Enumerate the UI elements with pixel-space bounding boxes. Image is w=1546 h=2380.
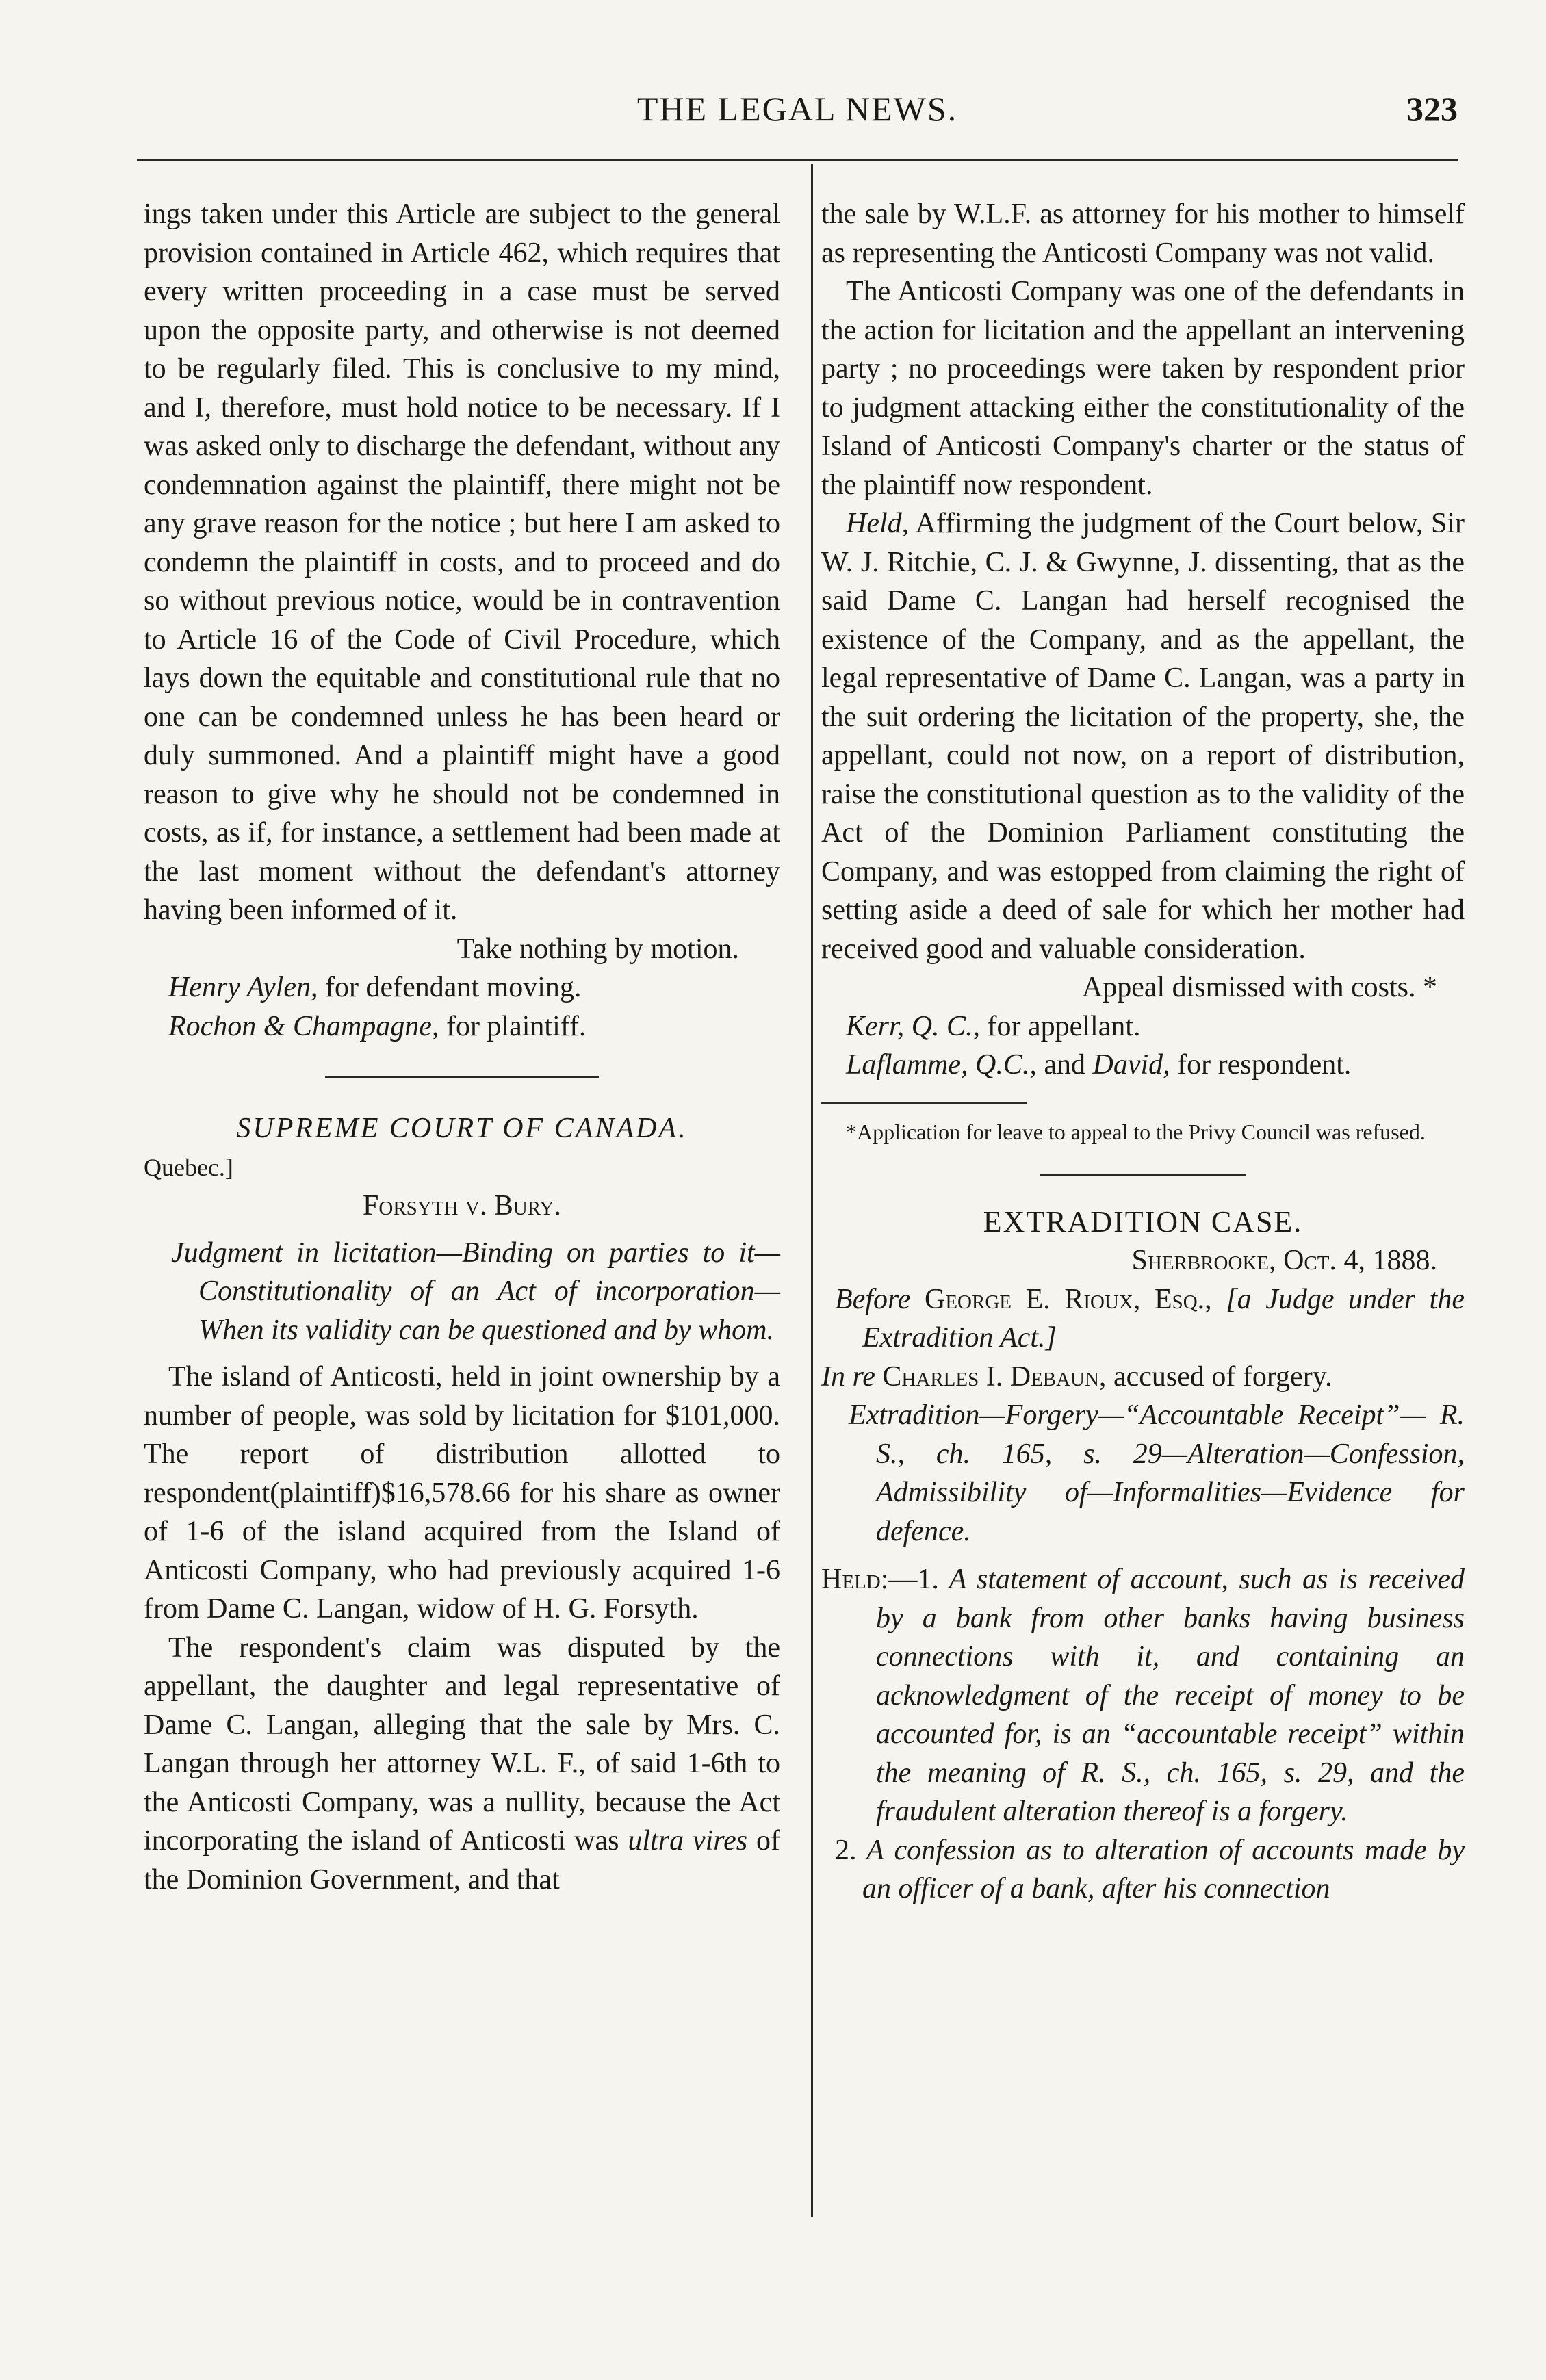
before-line — [821, 1280, 1465, 1358]
header-rule — [137, 159, 1458, 161]
charge: accused of forgery. — [1106, 1360, 1332, 1393]
counsel-role: for appellant. — [980, 1010, 1141, 1042]
place-date: Sherbrooke, Oct. 4, 1888. — [1131, 1245, 1437, 1276]
counsel-name: Henry Aylen, — [168, 972, 318, 1003]
journal-title: THE LEGAL NEWS. — [636, 90, 958, 128]
right-result: Appeal dismissed with costs. * — [1081, 972, 1437, 1003]
held-point-2 — [821, 1831, 1465, 1909]
extradition-headnote: Extradition—Forgery—“Accountable Receipt”— R. S., ch. 165, s. 29—Alteration—Confession, Admissibility of—Informalities—Evidence for defence. — [849, 1399, 1465, 1547]
counsel-name: David, — [1092, 1049, 1170, 1081]
right-counsel-1 — [821, 1007, 1465, 1046]
held-point-text: A statement of account, such as is received by a bank from other banks having business connections with it, and containing an acknowledgment of the receipt of money to be accounted for, is an “accountable receipt” within the meaning of R. S., ch. 165, s. 29, and the fraudulent alteration thereof is a forgery. — [876, 1564, 1465, 1827]
judge-title: [a Judge under the Extradition Act.] — [862, 1283, 1465, 1354]
section-separator — [1040, 1174, 1246, 1176]
before-label: Before — [835, 1283, 911, 1315]
court-heading: SUPREME COURT OF CANADA. — [236, 1113, 688, 1144]
accused-name: Charles I. Debaun, — [875, 1360, 1107, 1393]
latin-term: ultra vires — [628, 1825, 748, 1857]
held-paragraph — [821, 504, 1465, 968]
counsel-name: Kerr, Q. C., — [846, 1010, 981, 1042]
held-label: Held, — [846, 508, 910, 539]
left-paragraph-1: ings taken under this Article are subject to the general provision contained in Article 462, which requires that every written proceeding in a case must be served upon the opposite party, and otherwise is not deemed to be regularly filed. This is conclusive to my mind, and I, therefore, must hold notice to be necessary. If I was asked only to discharge the defendant, without any condemnation against the plaintiff, there might not be any grave reason for the notice ; but here I am asked to condemn the plaintiff in costs, and to proceed and do so without previous notice, would be in contravention to Article 16 of the Code of Civil Procedure, which lays down the equitable and constitutional rule that no one can be condemned unless he has been heard or duly summoned. And a plaintiff might have a good reason to give why he should not be condemned in costs, as if, for instance, a settlement had been made at the last moment without the defendant's attorney having been informed of it. — [144, 198, 780, 926]
held-point-text: A confession as to alteration of accounts made by an officer of a bank, after his connection — [856, 1834, 1465, 1904]
case-headnote: Judgment in licitation—Binding on parties to it—Constitutionality of an Act of incorporation— When its validity can be questioned and by whom. — [171, 1237, 780, 1346]
counsel-name: Rochon & Champagne, — [168, 1010, 439, 1042]
left-counsel-2 — [144, 1007, 780, 1046]
left-counsel-1 — [144, 968, 780, 1007]
left-paragraph-3 — [144, 1629, 780, 1900]
section-separator — [325, 1076, 599, 1078]
held-point-label: Held:—1. — [821, 1564, 939, 1595]
counsel-role: for respondent. — [1170, 1049, 1352, 1081]
footnote: *Application for leave to appeal to the Privy Council was refused. — [846, 1119, 1426, 1144]
in-re-line — [821, 1358, 1465, 1397]
held-text: Affirming the judgment of the Court below, Sir W. J. Ritchie, C. J. & Gwynne, J. dissenting, that as the said Dame C. Langan had herself recognised the existence of the Company, and as the appellant, the legal representative of Dame C. Langan, was a party in the suit ordering the licitation of the property, she, the appellant, could not now, on a report of distribution, raise the constitutional question as to the validity of the Act of the Dominion Parliament constituting the Company, and was estopped from claiming the right of setting aside a deed of sale for which her mother had received good and valuable consideration. — [821, 508, 1465, 965]
counsel-role: for defendant moving. — [318, 972, 582, 1003]
right-paragraph-1: the sale by W.L.F. as attorney for his mother to himself as representing the Anticosti Company was not valid. — [821, 198, 1465, 269]
counsel-role: for plaintiff. — [439, 1010, 587, 1042]
counsel-name: Laflamme, Q.C., — [846, 1049, 1037, 1081]
text-span: and — [1036, 1049, 1093, 1081]
province-label: Quebec.] — [144, 1153, 233, 1181]
text-span: The respondent's claim was disputed by the appellant, the daughter and legal representative of Dame C. Langan, alleging that the sale by Mrs. C. Langan through her attorney W.L. F., of said 1-6th to the Anticosti Company, was a nullity, because the Act incorporating the island of Anticosti was — [144, 1631, 780, 1857]
page-header — [137, 89, 1458, 137]
right-counsel-2 — [821, 1046, 1465, 1085]
page-number: 323 — [1406, 90, 1458, 128]
case-name: Forsyth v. Bury. — [363, 1190, 561, 1221]
column-divider — [811, 164, 813, 2217]
held-point-1 — [821, 1560, 1465, 1831]
right-column — [821, 195, 1465, 1909]
extradition-heading: EXTRADITION CASE. — [983, 1204, 1303, 1239]
held-point-number: 2. — [835, 1834, 857, 1866]
in-re-label: In re — [821, 1360, 875, 1393]
left-result: Take nothing by motion. — [456, 933, 739, 965]
text-span: of the Dominion Government, and that — [144, 1825, 780, 1896]
left-column — [144, 195, 780, 1899]
footnote-rule — [821, 1102, 1027, 1104]
judge-name: George E. Rioux, Esq., — [910, 1283, 1226, 1315]
left-paragraph-2: The island of Anticosti, held in joint ownership by a number of people, was sold by licitation for $101,000. The report of distribution allotted to respondent(plaintiff)$16,578.66 for his share as owner of 1-6 of the island acquired from the Island of Anticosti Company, who had previously acquired 1-6 from Dame C. Langan, widow of H. G. Forsyth. — [144, 1361, 780, 1625]
right-paragraph-2: The Anticosti Company was one of the defendants in the action for licitation and the appellant an intervening party ; no proceedings were taken by respondent prior to judgment attacking either the constitutionality of the Island of Anticosti Company's charter or the status of the plaintiff now respondent. — [821, 276, 1465, 501]
